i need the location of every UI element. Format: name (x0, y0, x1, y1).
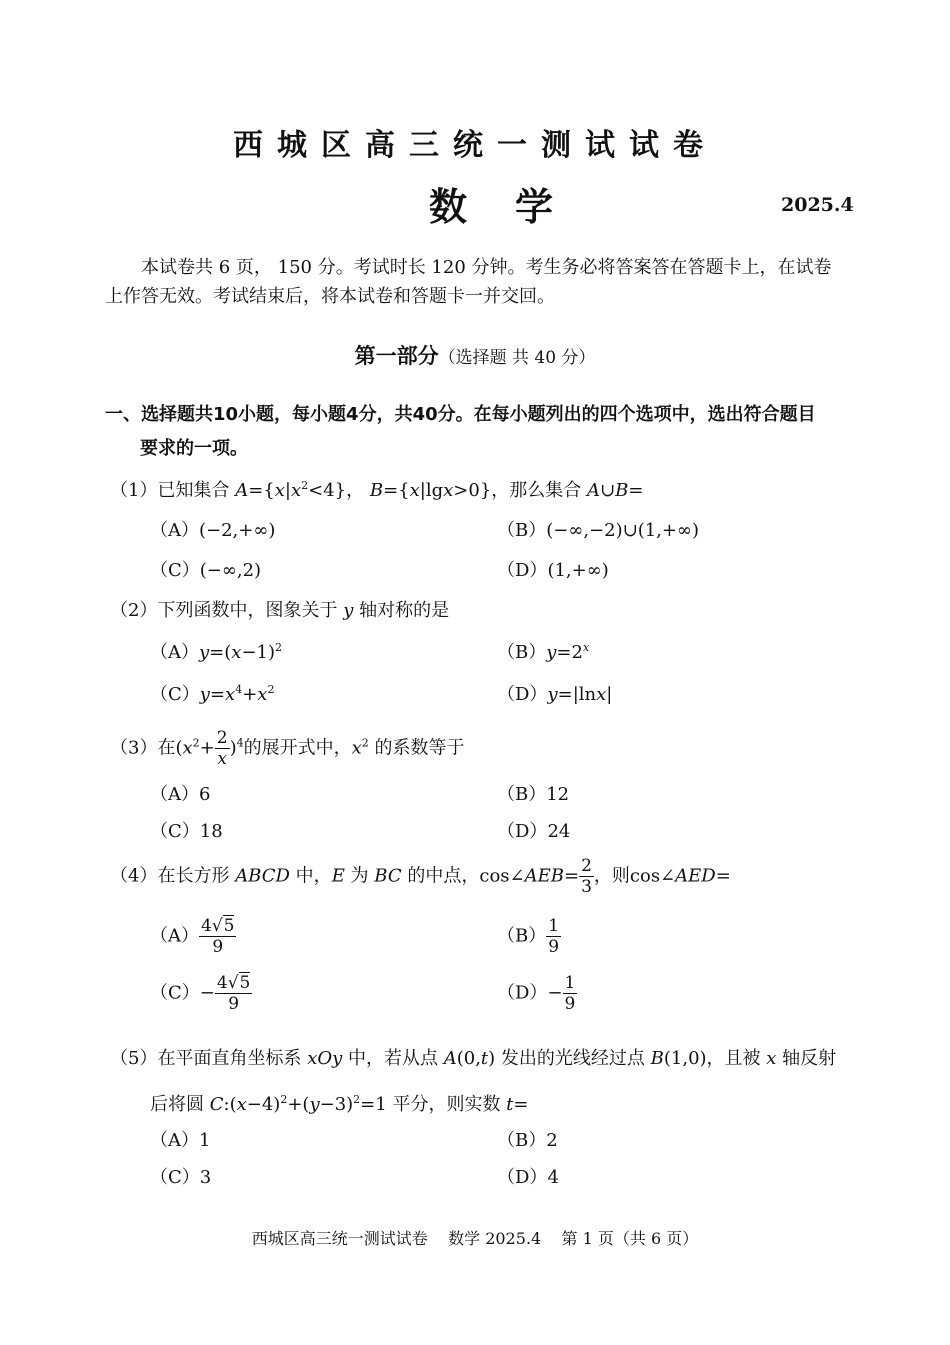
q1-opt-label-c: （C） (150, 560, 200, 581)
q5-text-4: ，且被 (706, 1048, 767, 1069)
q3-opt-value-a: 6 (199, 784, 211, 805)
q3-number: （3） (110, 737, 158, 759)
q2-opt-label-b: （B） (497, 642, 547, 663)
q5-text-3: 发出的光线经过点 (495, 1048, 651, 1069)
question-3: （3）在($x^2+$ $\frac{2}{x}$ )$^4$的展开式中，$x^2$ 的系数等于 (110, 728, 465, 769)
subject-title: 数学 (428, 185, 601, 229)
q1-comma: ， (346, 480, 365, 501)
exam-title: 西城区高三统一测试试卷 (233, 128, 717, 163)
q5-option-d[interactable] (497, 1163, 559, 1189)
section-heading-line1: 一、选择题共10小题，每小题4分，共40分。在每小题列出的四个选项中，选出符合题目 (105, 404, 816, 425)
question-4: （4）在长方形 ABCD 中，E 为 BC 的中点，cos∠AEB= $\frac{2}{3}$ ，则cos∠AED= (110, 856, 731, 897)
q3-text-3: 的系数等于 (368, 737, 465, 759)
q3-option-c[interactable] (150, 817, 223, 843)
q3-opt-label-a: （A） (150, 784, 199, 805)
q5-opt-label-a: （A） (150, 1130, 199, 1151)
part-heading (0, 340, 950, 370)
exam-date: 2025.4 (781, 194, 854, 216)
q1-number: （1） (110, 480, 158, 501)
q3-text: 在 (157, 737, 176, 759)
q1-option-d[interactable]: （D）(1,+∞) (497, 560, 609, 581)
q3-option-b[interactable] (497, 780, 569, 806)
q2-text: 下列函数中，图象关于 (157, 600, 344, 621)
q5-text: 在平面直角坐标系 (157, 1048, 308, 1069)
q4-opt-label-b: （B） (497, 925, 547, 947)
section-heading-line2: 要求的一项。 (140, 438, 248, 459)
q5-option-c[interactable] (150, 1163, 211, 1189)
q3-opt-label-b: （B） (497, 784, 547, 805)
q1-opt-label-a: （A） (150, 520, 199, 541)
q5-option-a[interactable] (150, 1126, 210, 1152)
q5-number: （5） (110, 1048, 158, 1069)
q2-option-c[interactable]: $(C)y=x^4+x^2$ (150, 683, 275, 705)
q4-opt-label-a: （A） (150, 925, 199, 947)
q5-text-7: 平分，则实数 (386, 1094, 507, 1115)
q4-opt-label-d: （D） (497, 982, 548, 1004)
q3-opt-value-d: 24 (547, 821, 571, 842)
question-5: （5）在平面直角坐标系 xOy 中，若从点 A(0,t) 发出的光线经过点 B(1,0)，且被 x 轴反射 (110, 1048, 837, 1069)
q3-opt-value-b: 12 (546, 784, 570, 805)
q3-option-d[interactable] (497, 817, 570, 843)
q4-option-b[interactable]: （B） $\frac{1}{9}$ (497, 916, 560, 957)
q4-text-2: 中， (289, 865, 332, 887)
q1-opt-label-d: （D） (497, 560, 548, 581)
q4-text-5: ，则 (593, 865, 630, 887)
q1-option-c[interactable]: （C）(−∞,2) (150, 560, 262, 581)
question-5-line2: 后将圆 $C:(x-4)^2+(y-3)^2=1$ 平分，则实数 t= (150, 1093, 529, 1115)
q1-option-a[interactable]: （A）(−2,+∞) (150, 520, 276, 541)
q2-opt-label-d: （D） (497, 684, 548, 705)
q5-text-2: 中，若从点 (342, 1048, 444, 1069)
q3-opt-label-c: （C） (150, 821, 200, 842)
q4-number: （4） (110, 865, 158, 887)
q5-opt-value-b: 2 (546, 1130, 558, 1151)
q5-opt-label-b: （B） (497, 1130, 547, 1151)
q5-opt-label-c: （C） (150, 1167, 200, 1188)
intro-paragraph: 本试卷共 6 页， 150 分。考试时长 120 分钟。考生务必将答案答在答题卡上，在试卷上作答无效。考试结束后，将本试卷和答题卡一并交回。 (105, 257, 832, 307)
q3-text-2: 的展开式中， (243, 737, 352, 759)
q5-opt-value-a: 1 (199, 1130, 211, 1151)
q5-opt-value-d: 4 (547, 1167, 559, 1188)
q4-option-d[interactable]: （D）− $\frac{1}{9}$ (497, 973, 576, 1014)
q4-text: 在长方形 (157, 865, 236, 887)
question-2: （2）下列函数中，图象关于 y 轴对称的是 (110, 600, 450, 621)
question-1: （1）已知集合 $A=\{x|x^2<4\}$， B={x|lgx>0}，那么集合 A∪B= (110, 479, 644, 501)
q2-opt-label-c: （C） (150, 684, 200, 705)
page-footer: 西城区高三统一测试试卷 数学 2025.4 第 1 页（共 6 页） (251, 1229, 699, 1248)
part-title: 第一部分 (354, 344, 439, 368)
q3-opt-value-c: 18 (199, 821, 223, 842)
q1-text-2: ，那么集合 (491, 480, 588, 501)
q5-opt-label-d: （D） (497, 1167, 548, 1188)
q1-text: 已知集合 (157, 480, 236, 501)
q5-opt-value-c: 3 (199, 1167, 212, 1188)
q1-opt-label-b: （B） (497, 520, 547, 541)
q5-text-5: 轴反射 (776, 1048, 837, 1069)
q3-fraction: $\frac{2}{x}$ (216, 728, 228, 769)
q2-option-a[interactable]: $(A)y=(x-1)^2$ (150, 641, 282, 663)
q2-number: （2） (110, 600, 158, 621)
q2-option-b[interactable]: $(B)y=2^x$ (497, 641, 590, 663)
q3-option-a[interactable] (150, 780, 210, 806)
q2-opt-label-a: （A） (150, 642, 199, 663)
q4-text-4: 的中点， (401, 865, 480, 887)
q4-option-a[interactable]: （A） $\frac{4√5}{9}$ (150, 916, 235, 957)
q5-option-b[interactable] (497, 1126, 558, 1152)
q4-fraction: $\frac{2}{3}$ (581, 856, 592, 897)
q4-opt-label-c: （C） (150, 982, 200, 1004)
q5-text-6: 后将圆 (150, 1094, 210, 1115)
q2-option-d[interactable]: （D）y=|lnx| (497, 684, 613, 705)
q2-text-2: 轴对称的是 (353, 600, 450, 621)
q3-opt-label-d: （D） (497, 821, 548, 842)
q1-option-b[interactable]: （B）(−∞,−2)∪(1,+∞) (497, 520, 699, 541)
q4-text-3: 为 (344, 865, 375, 887)
q4-option-c[interactable]: （C）− $\frac{4√5}{9}$ (150, 973, 251, 1014)
part-note: （选择题 共 40 分） (438, 348, 596, 368)
